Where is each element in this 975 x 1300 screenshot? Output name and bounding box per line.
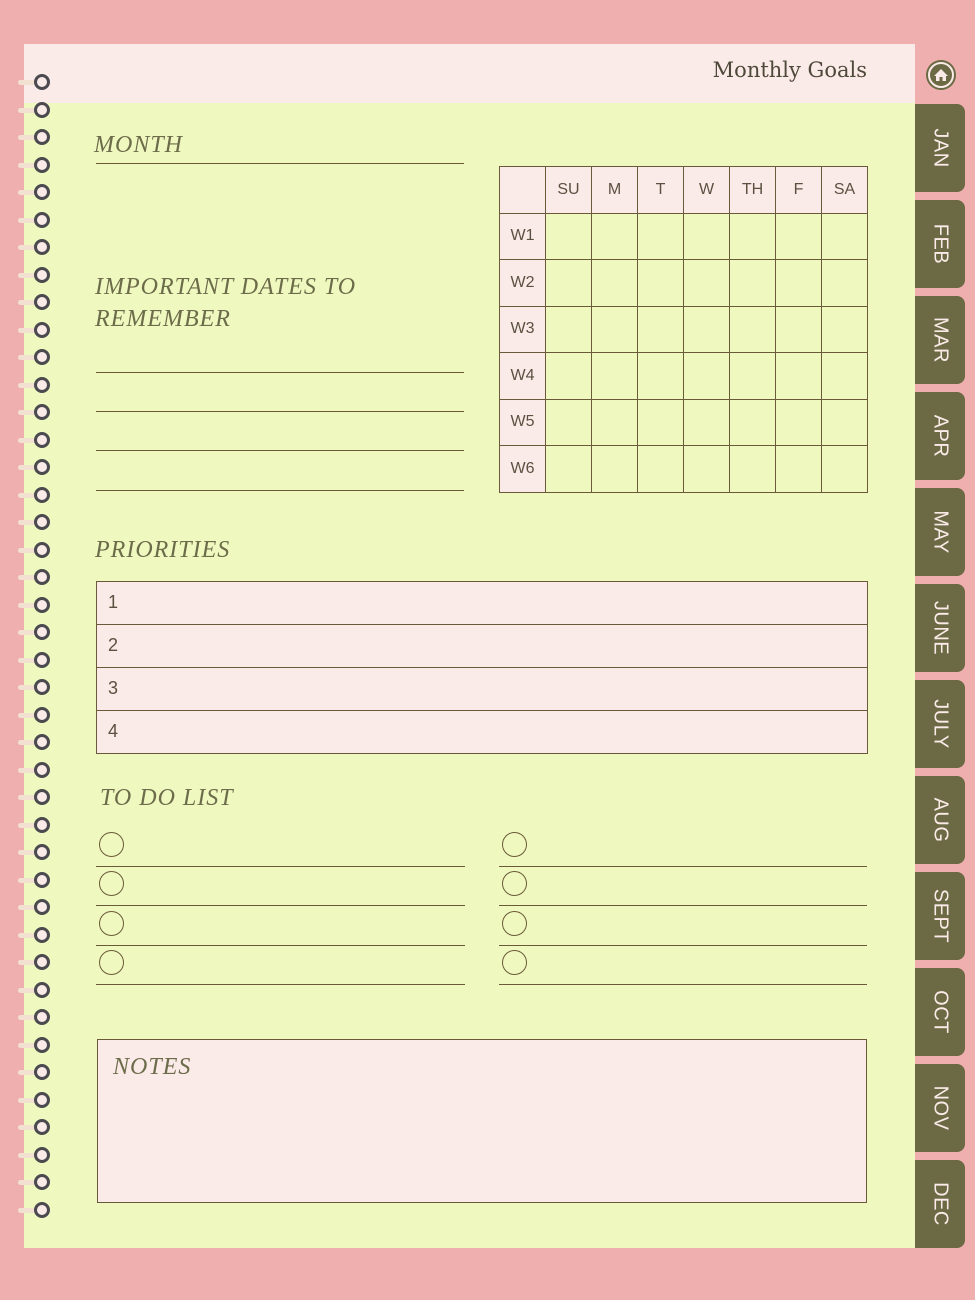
calendar-cell[interactable] <box>776 306 822 353</box>
calendar-week-row <box>500 213 868 260</box>
todo-item[interactable] <box>96 865 465 906</box>
calendar-cell[interactable] <box>776 213 822 260</box>
important-dates-label-line1: IMPORTANT DATES TO <box>95 274 357 300</box>
priority-number: 4 <box>108 721 119 741</box>
calendar-cell[interactable] <box>684 446 730 493</box>
spiral-ring <box>18 322 48 338</box>
spiral-ring <box>18 569 48 585</box>
spiral-ring <box>18 349 48 365</box>
calendar-cell[interactable] <box>822 306 868 353</box>
calendar-cell[interactable] <box>684 306 730 353</box>
calendar-week-row <box>500 399 868 446</box>
todo-item[interactable] <box>96 905 465 946</box>
calendar-day-header: SA <box>822 167 868 214</box>
calendar-cell[interactable] <box>730 306 776 353</box>
tab-july[interactable] <box>915 680 965 768</box>
notes-label: NOTES <box>113 1054 192 1080</box>
tab-oct[interactable] <box>915 968 965 1056</box>
calendar-cell[interactable] <box>684 353 730 400</box>
todo-label: TO DO LIST <box>100 785 234 811</box>
spiral-ring <box>18 597 48 613</box>
calendar-day-header: M <box>592 167 638 214</box>
spiral-ring <box>18 514 48 530</box>
month-field[interactable] <box>96 163 464 164</box>
spiral-ring <box>18 1147 48 1163</box>
spiral-ring <box>18 982 48 998</box>
tab-aug[interactable] <box>915 776 965 864</box>
calendar-corner-cell <box>500 167 546 214</box>
spiral-ring <box>18 267 48 283</box>
priority-row[interactable] <box>97 668 867 711</box>
todo-item[interactable] <box>499 944 867 985</box>
calendar-day-header: W <box>684 167 730 214</box>
calendar-week-row <box>500 353 868 400</box>
tab-label: MAY <box>929 510 952 554</box>
calendar-cell[interactable] <box>730 353 776 400</box>
calendar-cell[interactable] <box>592 260 638 307</box>
spiral-ring <box>18 762 48 778</box>
calendar-week-header: W1 <box>500 213 546 260</box>
tab-label: JAN <box>929 128 952 168</box>
planner-page <box>24 44 915 1248</box>
checkbox-circle-icon[interactable] <box>502 911 527 936</box>
calendar-cell[interactable] <box>822 446 868 493</box>
calendar-cell[interactable] <box>684 399 730 446</box>
spiral-ring <box>18 459 48 475</box>
spiral-ring <box>18 1064 48 1080</box>
priority-number: 1 <box>108 592 119 612</box>
home-icon <box>926 60 956 90</box>
important-date-line[interactable] <box>96 450 464 451</box>
home-button[interactable] <box>926 60 956 90</box>
important-date-line[interactable] <box>96 411 464 412</box>
spiral-ring <box>18 1092 48 1108</box>
tab-label: DEC <box>929 1182 952 1226</box>
calendar-cell[interactable] <box>638 260 684 307</box>
calendar-cell[interactable] <box>776 446 822 493</box>
priority-number: 3 <box>108 678 119 698</box>
spiral-ring <box>18 1037 48 1053</box>
calendar-cell[interactable] <box>546 399 592 446</box>
tab-label: SEPT <box>929 888 952 944</box>
priorities-label: PRIORITIES <box>95 537 231 563</box>
checkbox-circle-icon[interactable] <box>502 871 527 896</box>
calendar-cell[interactable] <box>638 399 684 446</box>
spiral-ring <box>18 1174 48 1190</box>
calendar-day-header: T <box>638 167 684 214</box>
spiral-ring <box>18 872 48 888</box>
tab-dec[interactable] <box>915 1160 965 1248</box>
spiral-ring <box>18 707 48 723</box>
todo-item[interactable] <box>499 826 867 867</box>
calendar-cell[interactable] <box>776 260 822 307</box>
calendar-cell[interactable] <box>546 306 592 353</box>
calendar-cell[interactable] <box>638 446 684 493</box>
calendar-cell[interactable] <box>822 260 868 307</box>
calendar-cell[interactable] <box>730 213 776 260</box>
spiral-ring <box>18 927 48 943</box>
calendar-cell[interactable] <box>730 446 776 493</box>
priorities-list <box>96 581 868 754</box>
calendar-week-header: W4 <box>500 353 546 400</box>
calendar-cell[interactable] <box>592 446 638 493</box>
spiral-ring <box>18 377 48 393</box>
tab-june[interactable] <box>915 584 965 672</box>
tab-label: NOV <box>929 1085 952 1131</box>
spiral-ring <box>18 487 48 503</box>
tab-mar[interactable] <box>915 296 965 384</box>
calendar-cell[interactable] <box>638 353 684 400</box>
todo-item[interactable] <box>499 905 867 946</box>
calendar-cell[interactable] <box>546 260 592 307</box>
spiral-ring <box>18 184 48 200</box>
calendar-cell[interactable] <box>592 213 638 260</box>
tab-sept[interactable] <box>915 872 965 960</box>
month-label: MONTH <box>94 132 184 158</box>
calendar-week-header: W5 <box>500 399 546 446</box>
checkbox-circle-icon[interactable] <box>502 832 527 857</box>
calendar-cell[interactable] <box>546 446 592 493</box>
spiral-ring <box>18 432 48 448</box>
spiral-ring <box>18 74 48 90</box>
calendar-cell[interactable] <box>684 213 730 260</box>
calendar-cell[interactable] <box>638 306 684 353</box>
tab-label: AUG <box>929 797 952 843</box>
checkbox-circle-icon[interactable] <box>99 950 124 975</box>
calendar-cell[interactable] <box>776 353 822 400</box>
checkbox-circle-icon[interactable] <box>99 871 124 896</box>
tab-label: MAR <box>929 317 952 363</box>
calendar-week-row <box>500 260 868 307</box>
tab-may[interactable] <box>915 488 965 576</box>
calendar-week-header: W6 <box>500 446 546 493</box>
calendar-cell[interactable] <box>546 213 592 260</box>
tab-label: APR <box>929 414 952 458</box>
page-header <box>24 44 915 103</box>
priority-number: 2 <box>108 635 119 655</box>
calendar-cell[interactable] <box>822 213 868 260</box>
tab-feb[interactable] <box>915 200 965 288</box>
spiral-ring <box>18 844 48 860</box>
spiral-ring <box>18 239 48 255</box>
calendar-header-row <box>500 167 868 214</box>
checkbox-circle-icon[interactable] <box>99 832 124 857</box>
calendar-cell[interactable] <box>730 260 776 307</box>
priority-row[interactable] <box>97 711 867 753</box>
weekly-calendar-grid <box>499 166 868 493</box>
calendar-cell[interactable] <box>546 353 592 400</box>
calendar-day-header: TH <box>730 167 776 214</box>
tab-label: JUNE <box>929 600 952 656</box>
spiral-ring <box>18 542 48 558</box>
priority-row[interactable] <box>97 582 867 625</box>
tab-apr[interactable] <box>915 392 965 480</box>
spiral-ring <box>18 1202 48 1218</box>
spiral-ring <box>18 789 48 805</box>
spiral-ring <box>18 102 48 118</box>
page-title: Monthly Goals <box>712 58 867 82</box>
calendar-week-header: W3 <box>500 306 546 353</box>
spiral-ring <box>18 679 48 695</box>
calendar-cell[interactable] <box>822 353 868 400</box>
spiral-ring <box>18 899 48 915</box>
important-date-line[interactable] <box>96 490 464 491</box>
tab-label: OCT <box>929 990 952 1034</box>
priority-row[interactable] <box>97 625 867 668</box>
spiral-ring <box>18 1119 48 1135</box>
spiral-ring <box>18 294 48 310</box>
calendar-cell[interactable] <box>776 399 822 446</box>
calendar-cell[interactable] <box>638 213 684 260</box>
calendar-cell[interactable] <box>822 399 868 446</box>
spiral-ring <box>18 624 48 640</box>
calendar-week-row <box>500 306 868 353</box>
todo-item[interactable] <box>96 944 465 985</box>
calendar-week-header: W2 <box>500 260 546 307</box>
calendar-cell[interactable] <box>684 260 730 307</box>
tab-nov[interactable] <box>915 1064 965 1152</box>
todo-item[interactable] <box>96 826 465 867</box>
spiral-ring <box>18 404 48 420</box>
tab-label: JULY <box>929 699 952 749</box>
tab-jan[interactable] <box>915 104 965 192</box>
spiral-ring <box>18 212 48 228</box>
todo-item[interactable] <box>499 865 867 906</box>
spiral-ring <box>18 734 48 750</box>
notes-box[interactable] <box>97 1039 867 1203</box>
calendar-day-header: F <box>776 167 822 214</box>
spiral-ring <box>18 652 48 668</box>
calendar-cell[interactable] <box>730 399 776 446</box>
calendar-cell[interactable] <box>592 306 638 353</box>
tab-label: FEB <box>929 223 952 265</box>
calendar-cell[interactable] <box>592 353 638 400</box>
checkbox-circle-icon[interactable] <box>99 911 124 936</box>
spiral-ring <box>18 817 48 833</box>
calendar-week-row <box>500 446 868 493</box>
important-date-line[interactable] <box>96 372 464 373</box>
important-dates-label-line2: REMEMBER <box>95 306 231 332</box>
spiral-ring <box>18 129 48 145</box>
calendar-cell[interactable] <box>592 399 638 446</box>
checkbox-circle-icon[interactable] <box>502 950 527 975</box>
spiral-ring <box>18 157 48 173</box>
spiral-ring <box>18 954 48 970</box>
calendar-day-header: SU <box>546 167 592 214</box>
spiral-ring <box>18 1009 48 1025</box>
